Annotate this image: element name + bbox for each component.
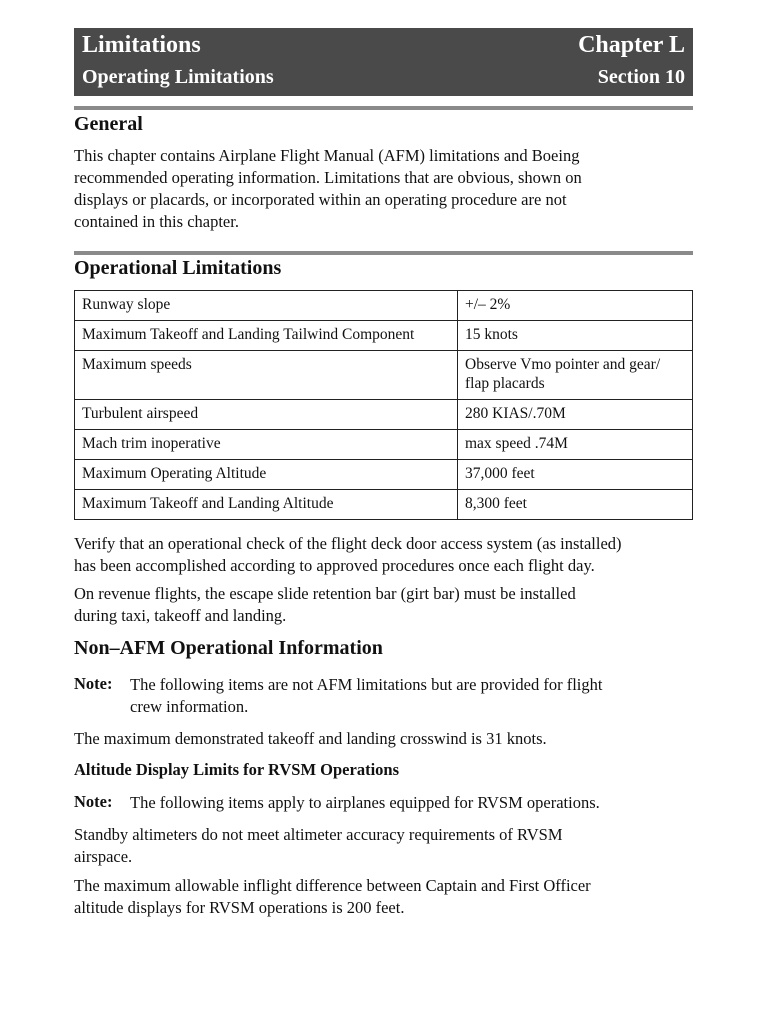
page-header [74, 28, 693, 96]
table-cell-value: +/– 2% [458, 291, 693, 321]
text-line: displays or placards, or incorporated within an operating procedure are not [74, 190, 567, 209]
text-line: recommended operating information. Limitations that are obvious, shown on [74, 168, 582, 187]
table-cell-label: Runway slope [75, 291, 458, 321]
text-line: altitude displays for RVSM operations is 200 feet. [74, 898, 405, 917]
door-check-paragraph [74, 533, 693, 577]
table-cell-value: 15 knots [458, 321, 693, 351]
table-row [75, 460, 693, 490]
text-line: crew information. [130, 697, 249, 716]
crosswind-paragraph: The maximum demonstrated takeoff and landing crosswind is 31 knots. [74, 729, 547, 748]
text-line: Standby altimeters do not meet altimeter accuracy requirements of RVSM [74, 825, 563, 844]
table-cell-value: 280 KIAS/.70M [458, 400, 693, 430]
table-cell-label: Maximum Takeoff and Landing Tailwind Component [75, 321, 458, 351]
table-row [75, 430, 693, 460]
section-divider [74, 251, 693, 255]
table-cell-label: Maximum Operating Altitude [75, 460, 458, 490]
header-title: Limitations [82, 32, 201, 58]
girt-bar-paragraph [74, 583, 693, 627]
text-line: contained in this chapter. [74, 212, 239, 231]
table-row [75, 400, 693, 430]
table-cell-value: 37,000 feet [458, 460, 693, 490]
text-line: has been accomplished according to approved procedures once each flight day. [74, 556, 595, 575]
table-row [75, 321, 693, 351]
general-heading: General [74, 113, 143, 135]
text-line: airspace. [74, 847, 133, 866]
note-label: Note: [74, 792, 113, 811]
table-row [75, 351, 693, 400]
header-section: Section 10 [597, 66, 685, 88]
non-afm-heading: Non–AFM Operational Information [74, 637, 383, 659]
table-cell-label: Mach trim inoperative [75, 430, 458, 460]
table-cell-label: Maximum Takeoff and Landing Altitude [75, 490, 458, 520]
text-line: during taxi, takeoff and landing. [74, 606, 287, 625]
text-line: This chapter contains Airplane Flight Manual (AFM) limitations and Boeing [74, 146, 580, 165]
table-cell-label: Turbulent airspeed [75, 400, 458, 430]
section-divider [74, 106, 693, 110]
table-cell-label: Maximum speeds [75, 351, 458, 400]
header-subtitle: Operating Limitations [82, 66, 274, 88]
table-cell-value: Observe Vmo pointer and gear/ flap placards [458, 351, 693, 400]
table-row [75, 490, 693, 520]
text-line: Verify that an operational check of the flight deck door access system (as installed) [74, 534, 622, 553]
text-line: The following items are not AFM limitations but are provided for flight [130, 675, 603, 694]
text-line: On revenue flights, the escape slide retention bar (girt bar) must be installed [74, 584, 576, 603]
operational-heading: Operational Limitations [74, 257, 282, 279]
note-text: The following items apply to airplanes equipped for RVSM operations. [130, 793, 600, 812]
rvsm-subheading: Altitude Display Limits for RVSM Operations [74, 760, 399, 779]
altitude-difference-paragraph [74, 875, 693, 919]
standby-altimeter-paragraph [74, 824, 693, 868]
header-chapter: Chapter L [578, 32, 685, 58]
table-row [75, 291, 693, 321]
table-cell-value: max speed .74M [458, 430, 693, 460]
note-text [130, 674, 692, 718]
table-cell-value: 8,300 feet [458, 490, 693, 520]
text-line: The maximum allowable inflight difference between Captain and First Officer [74, 876, 591, 895]
note-label: Note: [74, 674, 113, 693]
general-paragraph [74, 145, 693, 233]
operational-limitations-table [74, 290, 693, 520]
